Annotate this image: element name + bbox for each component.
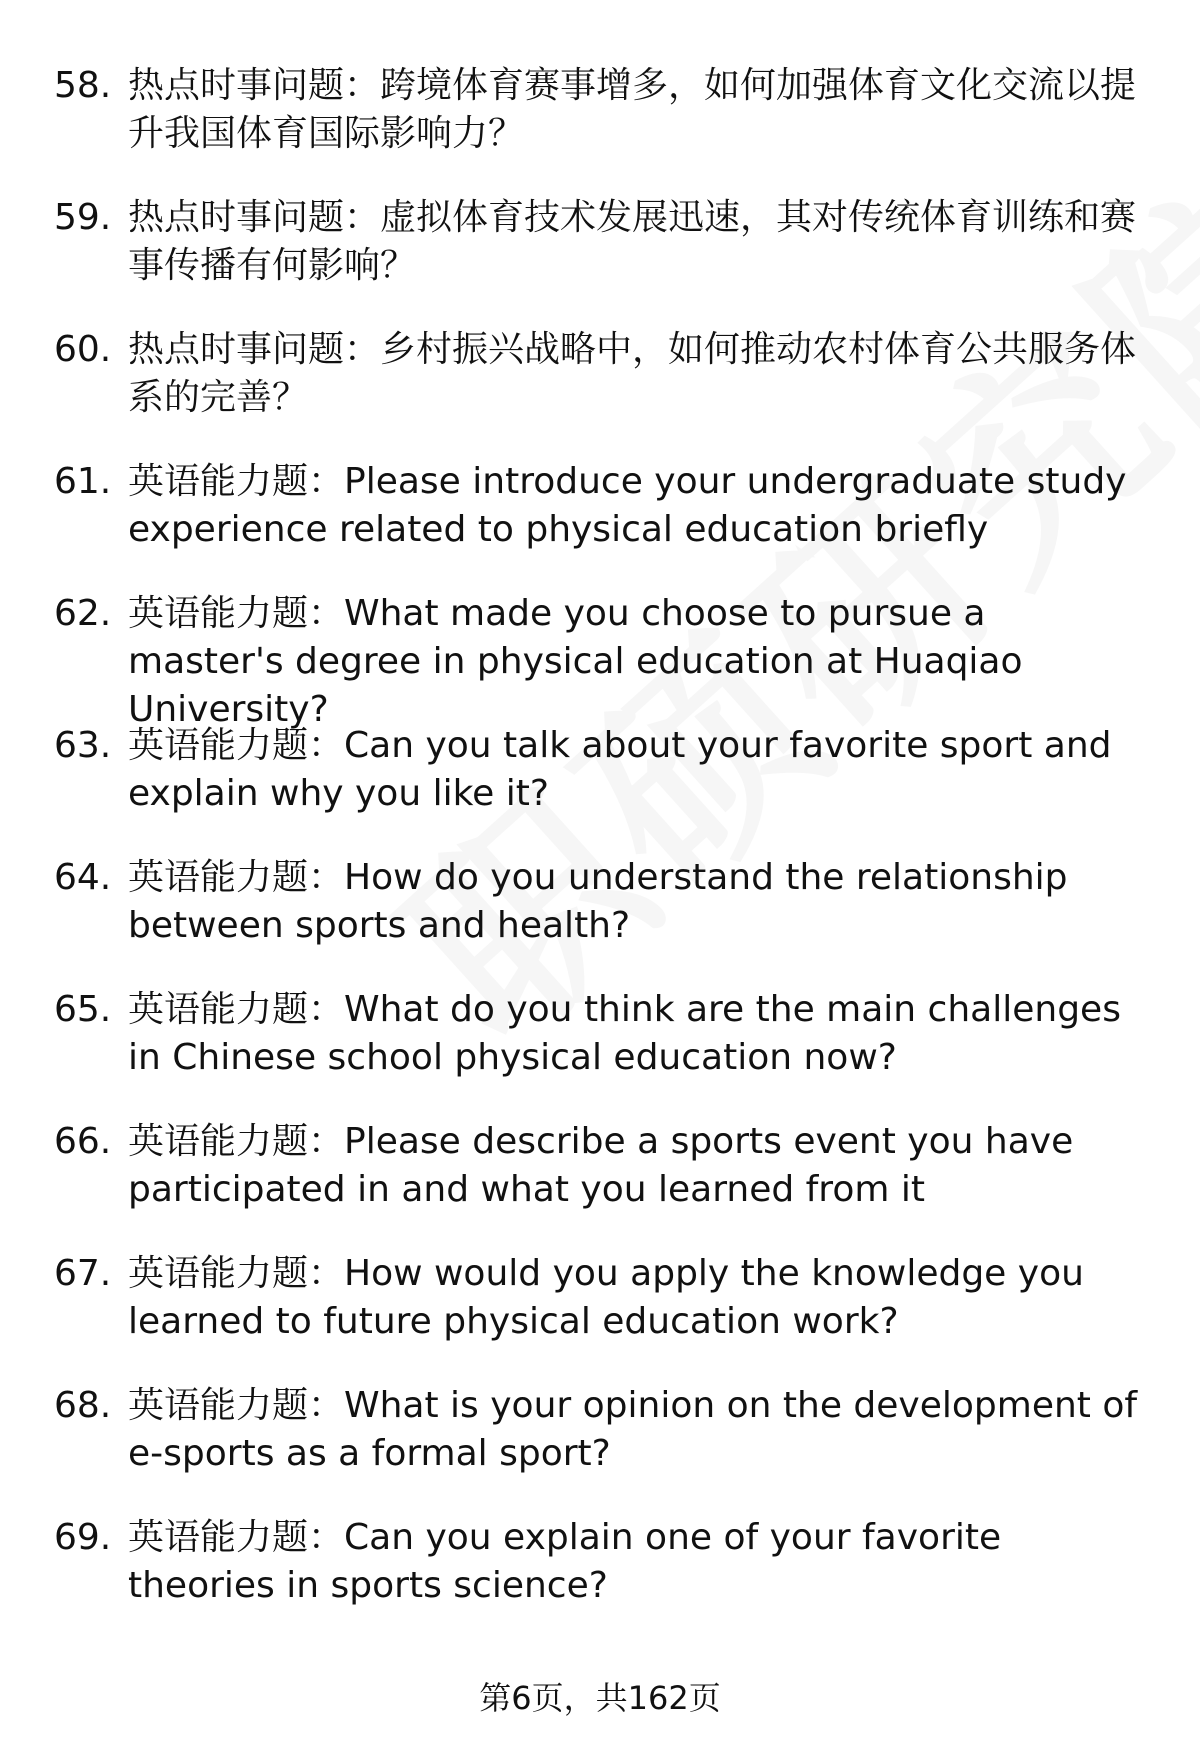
question-text: 英语能力题：Please describe a sports event you have participated in and what you learned from it (128, 1121, 1074, 1210)
question-number: 59. (54, 197, 112, 238)
question-text: 英语能力题：Please introduce your undergraduate study experience related to physical education briefly (128, 461, 1127, 550)
question-number: 63. (54, 725, 112, 766)
question-text: 英语能力题：Can you talk about your favorite sport and explain why you like it? (128, 725, 1112, 814)
list-item (0, 458, 1200, 590)
question-number: 60. (54, 329, 112, 370)
list-item (0, 854, 1200, 986)
question-text: 热点时事问题：跨境体育赛事增多，如何加强体育文化交流以提升我国体育国际影响力？ (128, 65, 1137, 154)
question-number: 67. (54, 1253, 112, 1294)
question-number: 58. (54, 65, 112, 106)
list-item (0, 1118, 1200, 1250)
question-text: 热点时事问题：虚拟体育技术发展迅速，其对传统体育训练和赛事传播有何影响？ (128, 197, 1137, 286)
page-footer (0, 1676, 1200, 1720)
question-number: 69. (54, 1517, 112, 1558)
question-number: 68. (54, 1385, 112, 1426)
question-text: 英语能力题：How do you understand the relationship between sports and health? (128, 857, 1068, 946)
page-number: 第6页，共162页 (479, 1679, 721, 1717)
question-text: 英语能力题：How would you apply the knowledge you learned to future physical education work? (128, 1253, 1084, 1342)
question-text: 英语能力题：Can you explain one of your favorite theories in sports science? (128, 1517, 1002, 1606)
question-text: 英语能力题：What is your opinion on the development of e-sports as a formal sport? (128, 1385, 1138, 1474)
list-item (0, 590, 1200, 730)
list-item (0, 1250, 1200, 1382)
question-number: 66. (54, 1121, 112, 1162)
question-number: 61. (54, 461, 112, 502)
list-item (0, 62, 1200, 194)
list-item (0, 1514, 1200, 1646)
question-number: 62. (54, 593, 112, 634)
question-text: 热点时事问题：乡村振兴战略中，如何推动农村体育公共服务体系的完善？ (128, 329, 1137, 418)
list-item (0, 986, 1200, 1118)
question-text: 英语能力题：What made you choose to pursue a master's degree in physical education at Huaqiao University? (128, 593, 1023, 730)
question-text: 英语能力题：What do you think are the main challenges in Chinese school physical education now? (128, 989, 1121, 1078)
list-item (0, 326, 1200, 458)
list-item (0, 1382, 1200, 1514)
question-number: 64. (54, 857, 112, 898)
question-number: 65. (54, 989, 112, 1030)
list-item (0, 194, 1200, 326)
list-item (0, 722, 1200, 854)
question-list (0, 62, 1200, 1646)
